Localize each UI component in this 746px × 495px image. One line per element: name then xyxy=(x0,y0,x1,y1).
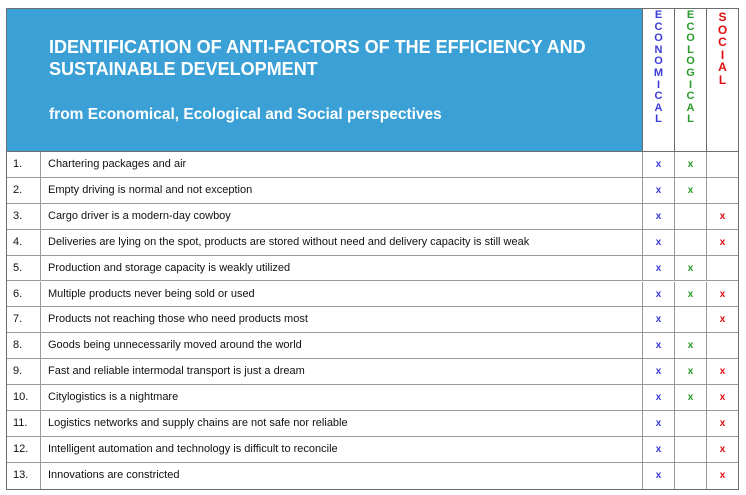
row-anti-factor-text: Products not reaching those who need products most xyxy=(41,307,643,332)
row-number: 3. xyxy=(7,204,41,229)
row-ecological-mark: x xyxy=(675,178,707,203)
row-number: 4. xyxy=(7,230,41,255)
column-header-economical xyxy=(643,9,675,152)
row-economical-mark: x xyxy=(643,282,675,307)
row-number: 10. xyxy=(7,385,41,410)
column-header-letter: I xyxy=(656,78,661,91)
row-economical-mark: x xyxy=(643,463,675,489)
row-anti-factor-text: Citylogistics is a nightmare xyxy=(41,385,643,410)
row-anti-factor-text: Logistics networks and supply chains are not safe nor reliable xyxy=(41,411,643,436)
row-ecological-mark: x xyxy=(675,282,707,307)
row-social-mark: x xyxy=(719,443,726,455)
row-economical-mark: x xyxy=(643,411,675,436)
column-header-letter: C xyxy=(686,90,695,103)
row-number: 12. xyxy=(7,437,41,462)
row-anti-factor-text: Production and storage capacity is weakly utilized xyxy=(41,256,643,281)
column-header-letter: S xyxy=(718,10,727,24)
row-number: 2. xyxy=(7,178,41,203)
row-economical-mark: x xyxy=(643,385,675,410)
table-row xyxy=(7,152,738,178)
column-header-letter: G xyxy=(686,66,695,79)
row-number: 6. xyxy=(7,282,41,307)
column-header-letter: C xyxy=(718,35,727,50)
row-ecological-mark xyxy=(675,463,707,489)
row-number: 8. xyxy=(7,333,41,358)
anti-factors-table xyxy=(6,8,739,490)
row-economical-mark: x xyxy=(643,152,675,177)
column-header-letter: E xyxy=(686,9,695,21)
row-anti-factor-text: Multiple products never being sold or used xyxy=(41,282,643,307)
row-ecological-mark xyxy=(675,230,707,255)
row-social-mark: x xyxy=(719,418,726,429)
column-header-letter: O xyxy=(654,32,663,45)
row-anti-factor-text: Fast and reliable intermodal transport is just a dream xyxy=(41,359,643,384)
column-header-letter: L xyxy=(687,113,694,126)
table-row xyxy=(7,411,738,437)
row-number: 7. xyxy=(7,307,41,332)
row-ecological-mark: x xyxy=(675,256,707,281)
column-header-letter: E xyxy=(654,9,663,21)
table-row xyxy=(7,437,738,463)
row-anti-factor-text: Innovations are constricted xyxy=(41,463,643,489)
column-header-letter: O xyxy=(654,55,663,68)
row-social-mark: x xyxy=(719,392,726,404)
row-number: 5. xyxy=(7,256,41,281)
row-ecological-mark: x xyxy=(675,385,707,410)
column-header-letter: O xyxy=(686,32,695,45)
table-row xyxy=(7,385,738,411)
table-row xyxy=(7,204,738,230)
table-row xyxy=(7,359,738,385)
row-ecological-mark xyxy=(675,307,707,332)
row-social-mark: x xyxy=(719,366,726,378)
row-economical-mark: x xyxy=(643,230,675,255)
row-social-mark: x xyxy=(719,314,726,326)
column-header-letter: C xyxy=(654,90,663,103)
table-row xyxy=(7,256,738,282)
column-header-letter: A xyxy=(718,60,727,75)
row-social-mark: x xyxy=(719,236,726,248)
column-header-letter: L xyxy=(687,43,694,56)
column-header-letter: A xyxy=(686,101,695,114)
row-anti-factor-text: Empty driving is normal and not exception xyxy=(41,178,643,203)
column-header-social xyxy=(707,9,738,152)
row-economical-mark: x xyxy=(643,333,675,358)
row-anti-factor-text: Cargo driver is a modern-day cowboy xyxy=(41,204,643,229)
row-social-mark: x xyxy=(719,288,726,300)
row-social-mark xyxy=(707,178,738,203)
row-ecological-mark: x xyxy=(675,333,707,358)
row-social-mark xyxy=(707,152,738,177)
row-number: 13. xyxy=(7,463,41,489)
row-ecological-mark: x xyxy=(675,152,707,177)
column-header-letter: C xyxy=(686,20,695,33)
row-anti-factor-text: Intelligent automation and technology is difficult to reconcile xyxy=(41,437,643,462)
row-anti-factor-text: Goods being unnecessarily moved around the world xyxy=(41,333,643,358)
row-economical-mark: x xyxy=(643,307,675,332)
table-row xyxy=(7,178,738,204)
row-economical-mark: x xyxy=(643,204,675,229)
row-economical-mark: x xyxy=(643,437,675,462)
column-header-letter: M xyxy=(653,66,664,79)
row-economical-mark: x xyxy=(643,178,675,203)
row-economical-mark: x xyxy=(643,359,675,384)
table-row xyxy=(7,307,738,333)
row-economical-mark: x xyxy=(643,256,675,281)
row-number: 1. xyxy=(7,152,41,177)
column-header-letter: O xyxy=(686,55,695,68)
column-header-letter: A xyxy=(654,101,663,114)
row-social-mark xyxy=(707,333,738,358)
row-ecological-mark xyxy=(675,437,707,462)
row-social-mark: x xyxy=(719,210,726,222)
column-header-letter: I xyxy=(720,47,725,62)
table-row xyxy=(7,333,738,359)
row-number: 11. xyxy=(7,411,41,436)
column-header-letter: O xyxy=(717,22,728,37)
column-header-letter: L xyxy=(655,113,662,126)
row-ecological-mark xyxy=(675,204,707,229)
row-social-mark: x xyxy=(719,469,726,481)
column-header-letter: N xyxy=(654,43,663,56)
row-ecological-mark: x xyxy=(675,359,707,384)
row-number: 9. xyxy=(7,359,41,384)
table-row xyxy=(7,282,738,308)
column-header-ecological xyxy=(675,9,707,152)
column-header-letter: C xyxy=(654,20,663,33)
row-ecological-mark xyxy=(675,411,707,436)
table-row xyxy=(7,230,738,256)
table-header-banner xyxy=(7,9,643,152)
table-title: IDENTIFICATION OF ANTI-FACTORS OF THE EFFICIENCY AND SUSTAINABLE DEVELOPMENT xyxy=(49,37,586,79)
row-social-mark xyxy=(707,256,738,281)
column-header-letter: I xyxy=(688,78,693,91)
row-anti-factor-text: Chartering packages and air xyxy=(41,152,643,177)
table-subtitle: from Economical, Ecological and Social perspectives xyxy=(49,106,442,123)
table-row xyxy=(7,463,738,489)
row-anti-factor-text: Deliveries are lying on the spot, products are stored without need and delivery capacity is still weak xyxy=(41,230,643,255)
column-header-letter: L xyxy=(718,72,727,87)
